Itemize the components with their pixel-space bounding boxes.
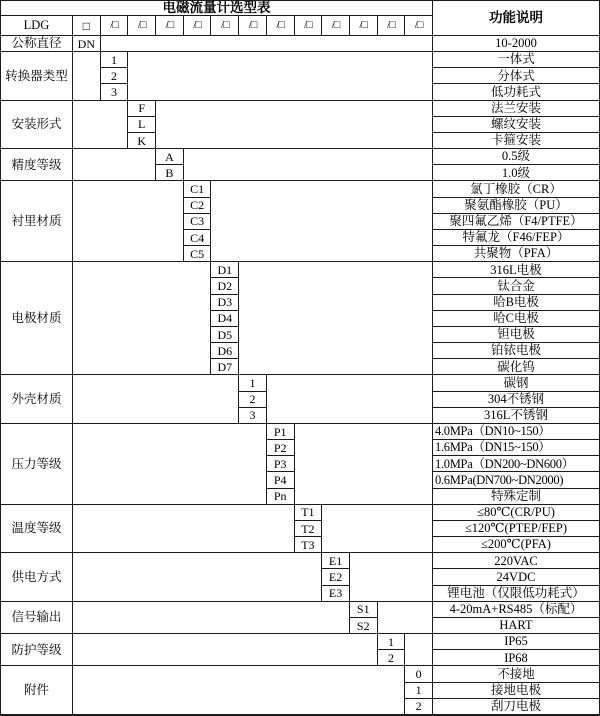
model-code-box: /□ (211, 16, 239, 36)
code-cell: T1 (295, 505, 323, 521)
description-cell: 316L电极 (433, 262, 599, 278)
description-cell: 刮刀电极 (433, 699, 599, 715)
model-code-box: /□ (239, 16, 267, 36)
description-cell: 1.0MPa（DN200~DN600） (433, 456, 599, 472)
section-gap-left (73, 634, 378, 666)
code-cell: DN (73, 36, 101, 52)
section-gap-right (378, 602, 433, 634)
description-cell: ≤200℃(PFA) (433, 537, 599, 553)
section-gap-right (239, 262, 433, 375)
code-cell: F (128, 101, 156, 117)
description-cell: 钽电极 (433, 327, 599, 343)
section-label: 公称直径 (1, 36, 73, 52)
section-gap-left (73, 149, 156, 181)
code-cell: P4 (267, 472, 295, 488)
section-gap-right (405, 634, 433, 666)
description-cell: 220VAC (433, 553, 599, 569)
table-title: 电磁流量计选型表 (1, 1, 433, 16)
code-cell: 2 (101, 68, 129, 84)
section-label: 外壳材质 (1, 375, 73, 424)
code-cell: C5 (184, 246, 212, 262)
code-cell: 3 (239, 408, 267, 424)
description-cell: 螺纹安装 (433, 117, 599, 133)
code-cell: B (156, 165, 184, 181)
code-cell: E1 (322, 553, 350, 569)
section-gap-left (73, 262, 211, 375)
description-cell: 哈C电极 (433, 311, 599, 327)
code-cell: C1 (184, 181, 212, 197)
code-cell: 0 (405, 666, 433, 682)
model-code-box: □ (73, 16, 101, 36)
description-cell: 铂铱电极 (433, 343, 599, 359)
code-cell: D1 (211, 262, 239, 278)
section-gap-right (156, 101, 433, 150)
description-cell: 304不锈钢 (433, 392, 599, 408)
model-code-box: /□ (184, 16, 212, 36)
code-cell: S2 (350, 618, 378, 634)
section-label: 衬里材质 (1, 181, 73, 262)
description-cell: 法兰安装 (433, 101, 599, 117)
description-cell: 哈B电极 (433, 295, 599, 311)
description-cell: 4.0MPa（DN10~150） (433, 424, 599, 440)
description-cell: 接地电极 (433, 683, 599, 699)
model-code-box: /□ (156, 16, 184, 36)
code-cell: A (156, 149, 184, 165)
model-code-box: /□ (350, 16, 378, 36)
code-cell: E3 (322, 586, 350, 602)
section-gap-right (184, 149, 433, 181)
section-gap-right (322, 505, 433, 554)
section-gap-right (211, 181, 433, 262)
section-gap-left (73, 553, 322, 602)
code-cell: D5 (211, 327, 239, 343)
function-column-header: 功能说明 (433, 1, 599, 36)
section-gap-right (267, 375, 433, 424)
code-cell: C4 (184, 230, 212, 246)
model-code-box: /□ (101, 16, 129, 36)
description-cell: 10-2000 (433, 36, 599, 52)
code-cell: D7 (211, 359, 239, 375)
code-cell: D6 (211, 343, 239, 359)
description-cell: 24VDC (433, 569, 599, 585)
description-cell: 316L不锈钢 (433, 408, 599, 424)
code-cell: 1 (405, 683, 433, 699)
code-cell: L (128, 117, 156, 133)
description-cell: HART (433, 618, 599, 634)
code-cell: 2 (378, 650, 406, 666)
code-cell: S1 (350, 602, 378, 618)
code-cell: C3 (184, 214, 212, 230)
model-code-box: /□ (322, 16, 350, 36)
section-label: 信号输出 (1, 602, 73, 634)
description-cell: 共聚物（PFA） (433, 246, 599, 262)
section-gap-left (73, 101, 128, 150)
description-cell: 一体式 (433, 52, 599, 68)
section-gap-left (73, 602, 350, 634)
description-cell: 碳化钨 (433, 359, 599, 375)
description-cell: 4-20mA+RS485（标配） (433, 602, 599, 618)
section-label: 转换器类型 (1, 52, 73, 101)
model-code-box: /□ (405, 16, 433, 36)
section-label: 附件 (1, 666, 73, 715)
description-cell: 1.0级 (433, 165, 599, 181)
code-cell: 1 (239, 375, 267, 391)
section-label: 温度等级 (1, 505, 73, 554)
section-gap-right (295, 424, 433, 505)
section-gap-left (73, 52, 101, 101)
code-cell: P2 (267, 440, 295, 456)
code-cell: P3 (267, 456, 295, 472)
section-label: 压力等级 (1, 424, 73, 505)
section-label: 安装形式 (1, 101, 73, 150)
description-cell: 钛合金 (433, 278, 599, 294)
section-gap-right (101, 36, 433, 52)
section-label: 电极材质 (1, 262, 73, 375)
description-cell: 分体式 (433, 68, 599, 84)
section-gap-left (73, 424, 267, 505)
section-label: 供电方式 (1, 553, 73, 602)
code-cell: T3 (295, 537, 323, 553)
description-cell: ≤120℃(PTEP/FEP) (433, 521, 599, 537)
description-cell: 锂电池（仅限低功耗式） (433, 586, 599, 602)
code-cell: T2 (295, 521, 323, 537)
model-code-box: /□ (267, 16, 295, 36)
description-cell: 0.6MPa(DN700~DN2000) (433, 472, 599, 488)
description-cell: 碳钢 (433, 375, 599, 391)
code-cell: 1 (378, 634, 406, 650)
code-cell: D3 (211, 295, 239, 311)
code-cell: 3 (101, 84, 129, 100)
description-cell: IP65 (433, 634, 599, 650)
code-cell: D2 (211, 278, 239, 294)
section-gap-left (73, 181, 184, 262)
code-cell: C2 (184, 198, 212, 214)
model-prefix: LDG (1, 16, 73, 36)
code-cell: 2 (239, 392, 267, 408)
description-cell: 氯丁橡胶（CR） (433, 181, 599, 197)
code-cell: K (128, 133, 156, 149)
description-cell: 1.6MPa（DN15~150） (433, 440, 599, 456)
section-gap-right (350, 553, 433, 602)
section-label: 防护等级 (1, 634, 73, 666)
description-cell: 聚氨酯橡胶（PU） (433, 198, 599, 214)
code-cell: 2 (405, 699, 433, 715)
section-gap-left (73, 505, 295, 554)
description-cell: 低功耗式 (433, 84, 599, 100)
description-cell: 聚四氟乙烯（F4/PTFE） (433, 214, 599, 230)
code-cell: 1 (101, 52, 129, 68)
section-label: 精度等级 (1, 149, 73, 181)
section-gap-left (73, 666, 405, 715)
description-cell: ≤80℃(CR/PU) (433, 505, 599, 521)
description-cell: 0.5级 (433, 149, 599, 165)
model-code-box: /□ (295, 16, 323, 36)
description-cell: 特殊定制 (433, 489, 599, 505)
code-cell: E2 (322, 569, 350, 585)
description-cell: 特氟龙（F46/FEP） (433, 230, 599, 246)
section-gap-left (73, 375, 239, 424)
description-cell: IP68 (433, 650, 599, 666)
code-cell: D4 (211, 311, 239, 327)
description-cell: 不接地 (433, 666, 599, 682)
model-code-box: /□ (128, 16, 156, 36)
description-cell: 卡箍安装 (433, 133, 599, 149)
code-cell: P1 (267, 424, 295, 440)
section-gap-right (128, 52, 433, 101)
model-code-box: /□ (378, 16, 406, 36)
code-cell: Pn (267, 489, 295, 505)
